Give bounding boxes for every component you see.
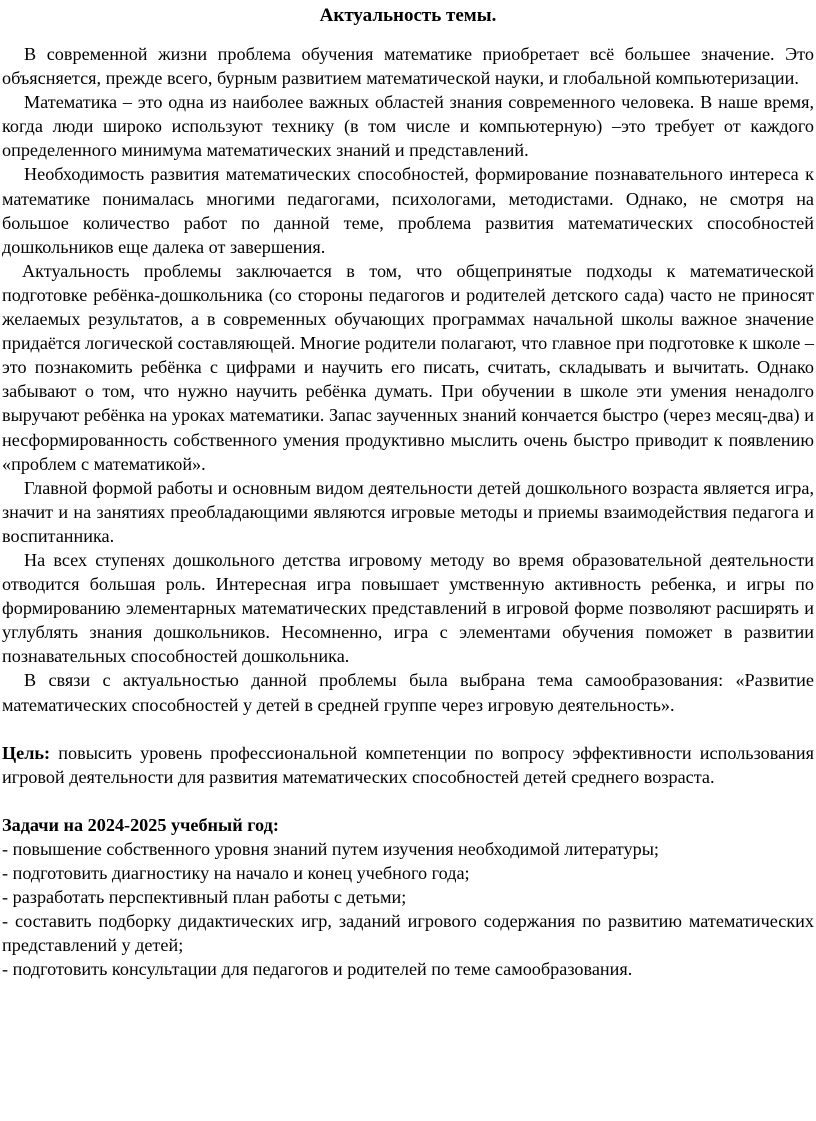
paragraph-3: Необходимость развития математических способностей, формирование познавательного интереса к математике понималась многими педагогами, психологами, методистами. Однако, не смотря на большое количество работ по данной теме, проблема развития математических способностей дошкольников еще далека от завершения. xyxy=(2,164,814,257)
task-item: - повышение собственного уровня знаний путем изучения необходимой литературы; xyxy=(2,838,659,859)
goal-label: Цель: xyxy=(2,742,51,763)
goal-text: повысить уровень профессиональной компетенции по вопросу эффективности использования игровой деятельности для развития математических способностей детей среднего возраста. xyxy=(2,742,814,787)
paragraph-2: Математика – это одна из наиболее важных областей знания современного человека. В наше время, когда люди широко используют технику (в том числе и компьютерную) –это требует от каждого определенного минимума математических знаний и представлений. xyxy=(2,92,814,161)
task-item: - подготовить консультации для педагогов и родителей по теме самообразования. xyxy=(2,959,633,980)
paragraph-6: На всех ступенях дошкольного детства игровому методу во время образовательной деятельности отводится большая роль. Интересная игра повышает умственную активность ребенка, и игры по формированию элементарных математических представлений в игровой форме позволяют расширять и углублять знания дошкольников. Несомненно, игра с элементами обучения поможет в развитии познавательных способностей дошкольника. xyxy=(2,549,814,667)
spacer xyxy=(2,789,814,813)
tasks-heading: Задачи на 2024-2025 учебный год: xyxy=(2,814,279,835)
paragraph-4: Актуальность проблемы заключается в том, что общепринятые подходы к математической подготовке ребёнка-дошкольника (со стороны педагогов и родителей детского сада) часто не приносят желаемых результатов, а в современных обучающих программах начальной школы важное значение придаётся логической составляющей. Многие родители полагают, что главное при подготовке к школе – это познакомить ребёнка с цифрами и научить его писать, считать, складывать и вычитать. Однако забывают о том, что нужно научить ребёнка думать. При обучении в школе эти умения ненадолго выручают ребёнка на уроках математики. Запас заученных знаний кончается быстро (через месяц-два) и несформированность собственного умения продуктивно мыслить очень быстро приводит к появлению «проблем с математикой». xyxy=(2,260,814,474)
task-item: - составить подборку дидактических игр, заданий игрового содержания по развитию математических представлений у детей; xyxy=(2,911,814,956)
paragraph-7: В связи с актуальностью данной проблемы была выбрана тема самообразования: «Развитие математических способностей у детей в средней группе через игровую деятельность». xyxy=(2,670,814,715)
document-title: Актуальность темы. xyxy=(319,5,497,26)
paragraph-5: Главной формой работы и основным видом деятельности детей дошкольного возраста является игра, значит и на занятиях преобладающими являются игровые методы и приемы взаимодействия педагога и воспитанника. xyxy=(2,477,814,546)
task-item: - подготовить диагностику на начало и конец учебного года; xyxy=(2,863,470,883)
task-item: - разработать перспективный план работы с детьми; xyxy=(2,887,407,908)
paragraph-1: В современной жизни проблема обучения математике приобретает всё большее значение. Это объясняется, прежде всего, бурным развитием математической науки, и глобальной компьютеризации. xyxy=(2,44,814,89)
spacer xyxy=(2,717,814,741)
goal-paragraph xyxy=(2,741,814,789)
